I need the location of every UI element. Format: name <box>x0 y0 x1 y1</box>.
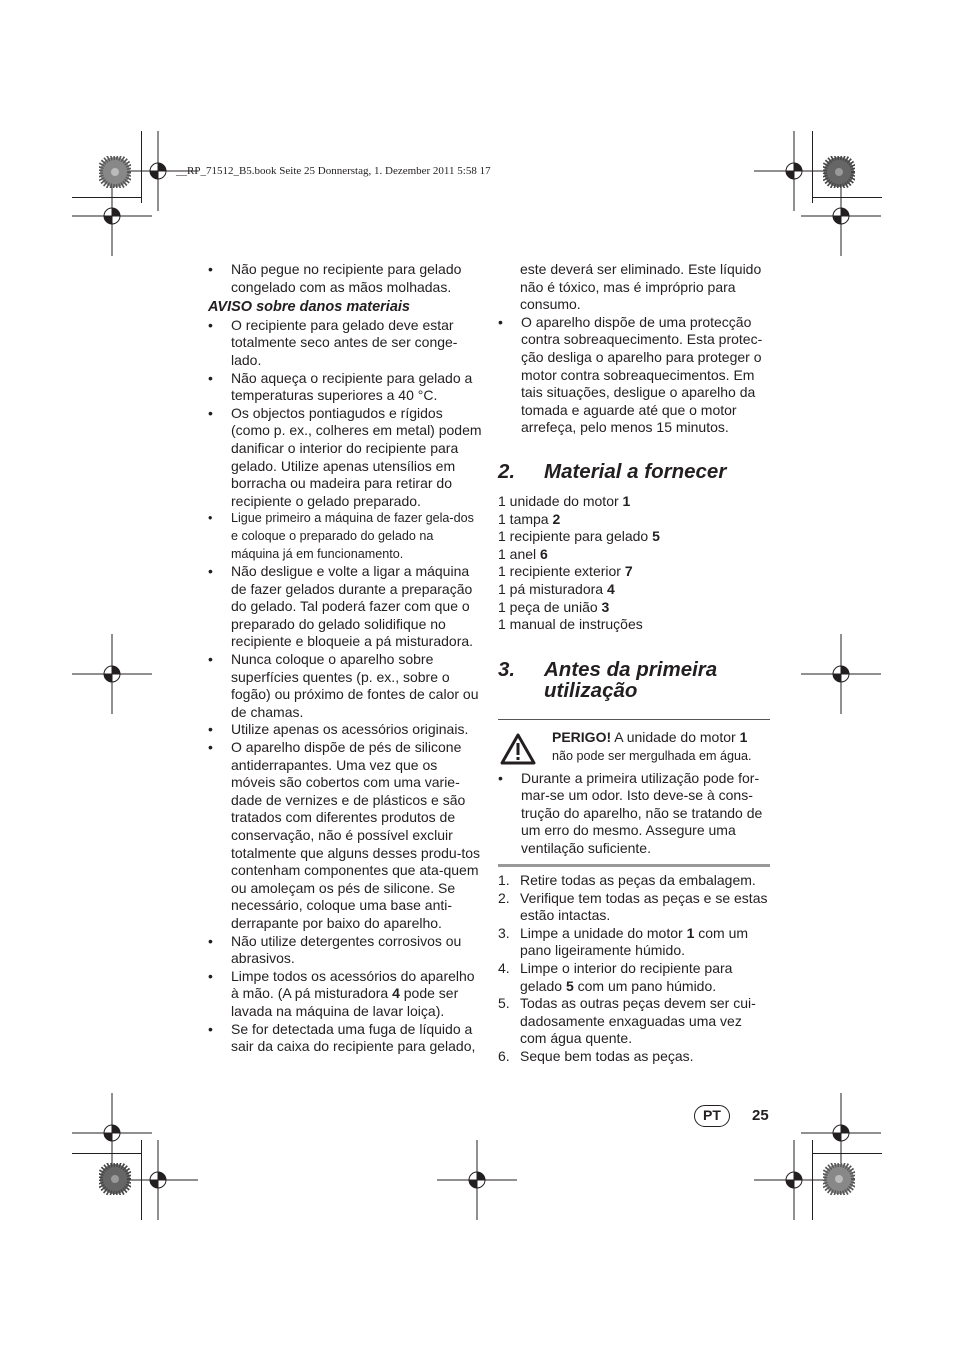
warning-text: PERIGO! A unidade do motor 1 não pode ser mergulhada em água. <box>552 729 752 763</box>
list-item: 1 tampa 2 <box>498 510 561 527</box>
list-item: • O recipiente para gelado deve estar totalmente seco antes de ser conge-lado. <box>208 317 482 370</box>
list-item: • Ligue primeiro a máquina de fazer gela-dos e coloque o preparado do gelado na máquina já em funcionamento. <box>208 510 482 563</box>
list-item: • Não pegue no recipiente para gelado congelado com as mãos molhadas. <box>208 261 482 296</box>
list-item: 1 recipiente exterior 7 <box>498 563 633 580</box>
section-title: Antes da primeira utilização <box>544 658 718 702</box>
right-bullet-list <box>498 314 770 437</box>
right-column <box>498 261 770 437</box>
list-item: • Não utilize detergentes corrosivos ou abrasivos. <box>208 933 482 968</box>
list-item: 3. Limpe a unidade do motor 1 com um pano ligeiramente húmido. <box>498 924 749 959</box>
continuation-text: este deverá ser eliminado. Este líquido não é tóxico, mas é impróprio para consumo. <box>520 261 762 313</box>
list-item: 6. Seque bem todas as peças. <box>498 1047 694 1064</box>
section-title: Material a fornecer <box>544 460 727 483</box>
list-item: 1 recipiente para gelado 5 <box>498 528 660 545</box>
list-item: 1 anel 6 <box>498 545 548 562</box>
page-number: 25 <box>752 1107 769 1124</box>
list-item: • Não desligue e volte a ligar a máquina de fazer gelados durante a preparação do gelado. Tal poderá fazer com que o preparado do gelado solidifique no recipiente e bloqueie a pá misturadora. <box>208 563 482 651</box>
supply-list <box>498 493 660 634</box>
list-item: 1. Retire todas as peças da embalagem. <box>498 872 756 888</box>
aviso-heading: AVISO sobre danos materiais <box>208 299 410 316</box>
registration-mark <box>437 1140 517 1220</box>
list-item: • Se for detectada uma fuga de líquido a sair da caixa do recipiente para gelado, <box>208 1021 482 1056</box>
star-target-icon <box>823 156 855 188</box>
intro-bullet-list <box>208 261 482 296</box>
crop-line <box>812 1140 813 1220</box>
warning-triangle-icon <box>498 729 540 770</box>
left-column <box>208 261 482 1056</box>
crop-line <box>812 1153 882 1154</box>
star-target-icon <box>823 1163 855 1195</box>
registration-mark <box>72 634 152 714</box>
list-item: 1 unidade do motor 1 <box>498 493 631 509</box>
star-target-icon <box>99 156 131 188</box>
warning-bullet-list <box>498 770 770 858</box>
crop-line <box>72 197 142 198</box>
list-item: • Durante a primeira utilização pode for-mar-se um odor. Isto deve-se à cons-trução do aparelho, não se tratando de um erro do mesmo. Assegure uma ventilação suficiente. <box>498 770 770 858</box>
list-item: • Nunca coloque o aparelho sobre superfícies quentes (p. ex., sobre o fogão) ou próximo de fontes de calor ou de chamas. <box>208 651 482 721</box>
section-heading-antes <box>498 659 770 701</box>
list-item: 2. Verifique tem todas as peças e se estas estão intactas. <box>498 889 768 924</box>
registration-mark <box>801 634 881 714</box>
registration-mark <box>754 1140 834 1220</box>
list-item: • Utilize apenas os acessórios originais. <box>208 721 482 739</box>
crop-line <box>812 131 813 203</box>
section-number: 2. <box>498 460 516 483</box>
star-target-icon <box>99 1163 131 1195</box>
list-item: • O aparelho dispõe de uma protecção contra sobreaquecimento. Esta protec-ção desliga o aparelho para proteger o motor contra sobreaquecimentos. Em tais situações, desligue o aparelho da tomada e aguarde até que o motor arrefeça, pelo menos 15 minutos. <box>498 314 770 437</box>
list-item: • O aparelho dispõe de pés de silicone antiderrapantes. Uma vez que os móveis são cobertos com uma varie-dade de vernizes e de plásticos e são tratados com diferentes produtos de conservação, não é possível excluir totalmente que alguns desses produ-tos contenham componentes que ata-quem ou amoleçam os pés de silicone. Se necessário, coloque uma base anti-derrapante por baixo do aparelho. <box>208 739 482 933</box>
crop-line <box>812 197 882 198</box>
list-item: • Limpe todos os acessórios do aparelho à mão. (A pá misturadora 4 pode ser lavada na máquina de lavar loiça). <box>208 968 482 1021</box>
warning-box <box>498 719 770 867</box>
list-item: 5. Todas as outras peças devem ser cui-dadosamente enxaguadas uma vez com água quente. <box>498 995 756 1047</box>
crop-line <box>141 1140 142 1220</box>
registration-mark <box>801 176 881 256</box>
list-item: 1 manual de instruções <box>498 616 643 633</box>
registration-mark <box>72 176 152 256</box>
crop-line <box>141 131 142 203</box>
list-item: 1 pá misturadora 4 <box>498 580 615 597</box>
warning-label: PERIGO! <box>552 729 612 745</box>
language-badge: PT <box>694 1105 730 1127</box>
aviso-bullet-list <box>208 317 482 1056</box>
section-number: 3. <box>498 658 516 681</box>
section-heading-material <box>498 461 726 482</box>
list-item: • Não aqueça o recipiente para gelado a temperaturas superiores a 40 °C. <box>208 370 482 405</box>
list-item: 1 peça de união 3 <box>498 598 610 615</box>
list-item: 4. Limpe o interior do recipiente para gelado 5 com um pano húmido. <box>498 959 733 994</box>
print-header: __RP_71512_B5.book Seite 25 Donnerstag, 1. Dezember 2011 5:58 17 <box>176 165 491 177</box>
crop-line <box>72 1153 142 1154</box>
list-item: • Os objectos pontiagudos e rígidos (como p. ex., colheres em metal) podem danificar o interior do recipiente para gelado. Utilize apenas utensílios em borracha ou madeira para retirar do recipiente o gelado preparado. <box>208 405 482 511</box>
steps-list <box>498 872 770 1066</box>
